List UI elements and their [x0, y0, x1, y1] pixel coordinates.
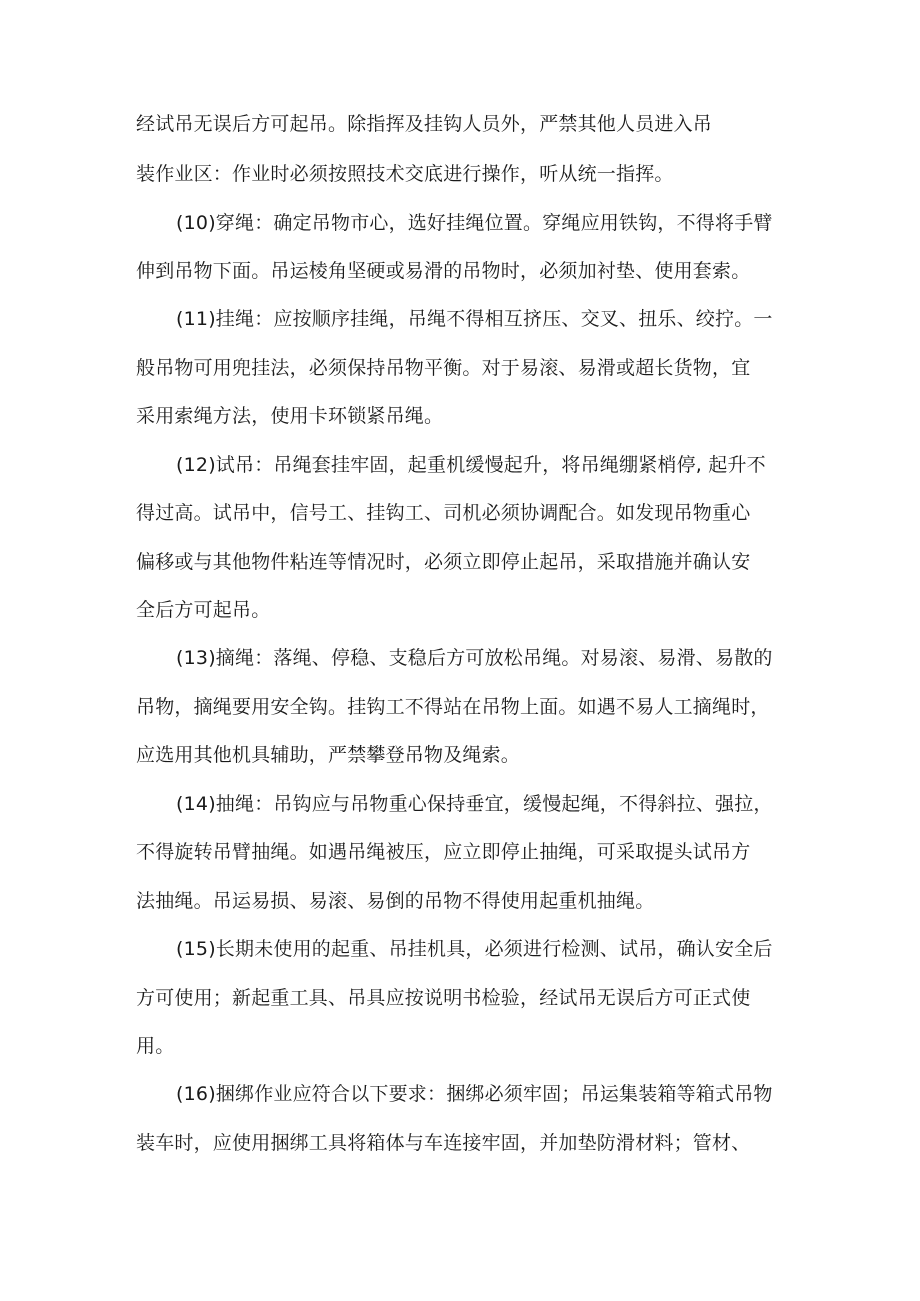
- text-line: 全后方可起吊。: [136, 599, 271, 621]
- item-10-line: (10)穿绳：确定吊物市心，选好挂绳位置。穿绳应用铁钩，不得将手臂: [176, 212, 773, 234]
- item-11-line: (11)挂绳：应按顺序挂绳，吊绳不得相互挤压、交叉、扭乐、绞拧。一: [176, 308, 773, 330]
- item-16-line: (16)捆绑作业应符合以下要求：捆绑必须牢固；吊运集装箱等箱式吊物: [176, 1083, 773, 1105]
- text-line: 应选用其他机具辅助，严禁攀登吊物及绳索。: [136, 744, 521, 766]
- text-line: 般吊物可用兜挂法，必须保持吊物平衡。对于易滚、易滑或超长货物，宜: [136, 357, 751, 379]
- item-14-line: (14)抽绳：吊钩应与吊物重心保持垂宜，缓慢起绳，不得斜拉、强拉，: [176, 793, 773, 815]
- text-line: 吊物，摘绳要用安全钩。挂钩工不得站在吊物上面。如遇不易人工摘绳时，: [136, 696, 770, 718]
- text-line: 采用索绳方法，使用卡环锁紧吊绳。: [136, 405, 444, 427]
- item-12-line: (12)试吊：吊绳套挂牢固，起重机缓慢起升，将吊绳绷紧梢停, 起升不: [176, 454, 766, 476]
- text-line: 不得旋转吊臂抽绳。如遇吊绳被压，应立即停止抽绳，可采取提头试吊方: [136, 841, 751, 863]
- text-line: 装车时，应使用捆绑工具将箱体与车连接牢固，并加垫防滑材料；管材、: [136, 1132, 751, 1154]
- text-line: 法抽绳。吊运易损、易滚、易倒的吊物不得使用起重机抽绳。: [136, 890, 655, 912]
- item-15-line: (15)长期未使用的起重、吊挂机具，必须进行检测、试吊，确认安全后: [176, 938, 773, 960]
- text-line: 偏移或与其他物件粘连等情况时，必须立即停止起吊，采取措施并确认安: [136, 551, 751, 573]
- text-line: 得过高。试吊中，信号工、挂钩工、司机必须协调配合。如发现吊物重心: [136, 502, 751, 524]
- text-line: 伸到吊物下面。吊运棱角坚硬或易滑的吊物时，必须加衬垫、使用套索。: [136, 260, 751, 282]
- text-line: 方可使用；新起重工具、吊具应按说明书检验，经试吊无误后方可正式使: [136, 987, 751, 1009]
- text-line: 用。: [136, 1035, 175, 1057]
- item-13-line: (13)摘绳：落绳、停稳、支稳后方可放松吊绳。对易滚、易滑、易散的: [176, 647, 773, 669]
- text-line: 装作业区：作业时必须按照技术交底进行操作，听从统一指挥。: [136, 163, 674, 185]
- text-line: 经试吊无误后方可起吊。除指挥及挂钩人员外，严禁其他人员进入吊: [136, 113, 713, 135]
